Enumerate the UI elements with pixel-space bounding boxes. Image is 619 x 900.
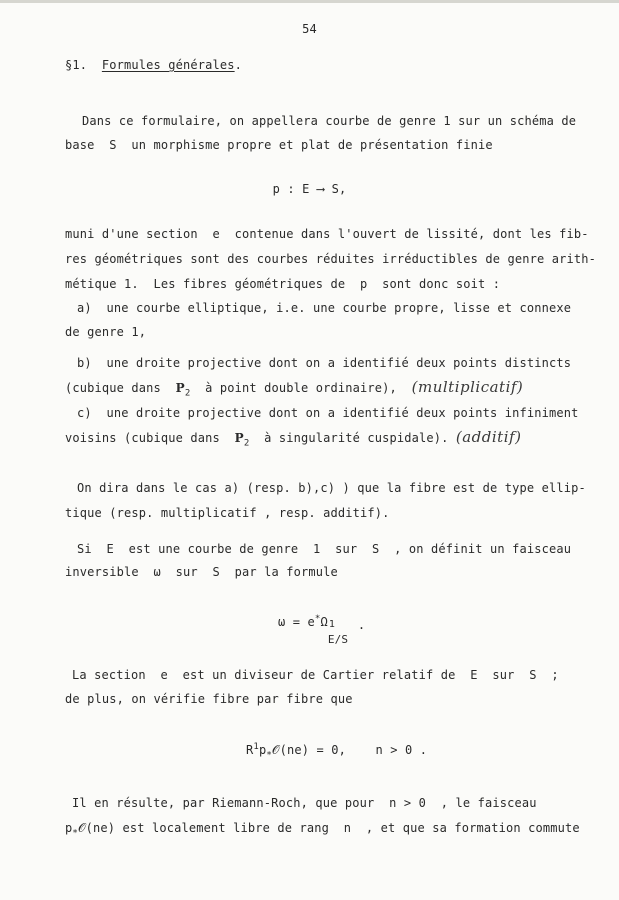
pullback-star: * bbox=[314, 614, 321, 624]
pushforward-star: * bbox=[72, 828, 78, 839]
item-b-line-2 bbox=[65, 378, 524, 399]
map-p: p bbox=[65, 821, 73, 835]
paragraph-2-line-1: muni d'une section e contenue dans l'ouvert de lissité, dont les fib- bbox=[65, 227, 589, 241]
equation-morphism: p : E ⟶ S, bbox=[272, 182, 347, 196]
omega-symbol: Ω bbox=[320, 615, 328, 629]
item-a-line-1: a) une courbe elliptique, i.e. une courbe propre, lisse et connexe bbox=[77, 301, 572, 315]
item-c-line-2-end: à singularité cuspidale). bbox=[249, 431, 449, 445]
paragraph-4-line-1: Si E est une courbe de genre 1 sur S , on définit un faisceau bbox=[77, 542, 572, 556]
projective-plane-subscript: 2 bbox=[184, 388, 191, 399]
item-c-line-2 bbox=[65, 428, 522, 449]
section-heading bbox=[65, 57, 242, 73]
page-top-edge bbox=[0, 0, 619, 3]
paragraph-2-line-2: res géométriques sont des courbes réduites irréductibles de genre arith- bbox=[65, 252, 596, 266]
derived-functor-degree: 1 bbox=[253, 742, 259, 752]
section-title: Formules générales bbox=[101, 58, 235, 72]
paragraph-6-line-2 bbox=[65, 820, 580, 839]
map-p: p bbox=[258, 743, 267, 757]
projective-plane-symbol: P bbox=[234, 431, 244, 445]
equation-omega-end: . bbox=[357, 618, 366, 632]
paragraph-5-line-1: La section e est un diviseur de Cartier relatif de E sur S ; bbox=[72, 668, 559, 682]
section-number: §1. bbox=[65, 58, 88, 72]
item-b-line-2-end: à point double ordinaire), bbox=[190, 381, 397, 395]
item-b-line-1: b) une droite projective dont on a identifié deux points distincts bbox=[77, 356, 572, 370]
handwritten-note-additif: (additif) bbox=[455, 428, 522, 446]
paragraph-1-line-2: base S un morphisme propre et plat de présentation finie bbox=[65, 138, 493, 152]
item-c-line-1: c) une droite projective dont on a identifié deux points infiniment bbox=[77, 406, 579, 420]
omega-superscript: 1 bbox=[328, 619, 335, 630]
pushforward-star: * bbox=[266, 750, 272, 761]
equation-vanishing bbox=[246, 742, 428, 761]
omega-lhs: ω = e bbox=[278, 615, 315, 629]
item-a-line-2: de genre 1, bbox=[65, 325, 147, 339]
equation-vanishing-rest: 𝒪(ne) = 0, n > 0 . bbox=[271, 743, 428, 757]
paragraph-6-line-1: Il en résulte, par Riemann-Roch, que pour n > 0 , le faisceau bbox=[72, 796, 537, 810]
omega-subscript: E/S bbox=[327, 633, 349, 646]
paragraph-3-line-1: On dira dans le cas a) (resp. b),c) ) que la fibre est de type ellip- bbox=[77, 481, 586, 495]
item-c-line-2-start: voisins (cubique dans bbox=[65, 431, 235, 445]
projective-plane-symbol: P bbox=[175, 381, 185, 395]
page-number: 54 bbox=[302, 22, 317, 36]
equation-omega bbox=[278, 614, 366, 646]
paragraph-5-line-2: de plus, on vérifie fibre par fibre que bbox=[65, 692, 353, 706]
item-b-line-2-start: (cubique dans bbox=[65, 381, 176, 395]
section-title-end: . bbox=[234, 58, 242, 72]
paragraph-4-line-2: inversible ω sur S par la formule bbox=[65, 565, 338, 579]
handwritten-note-multiplicatif: (multiplicatif) bbox=[411, 378, 524, 396]
paragraph-1-line-1: Dans ce formulaire, on appellera courbe de genre 1 sur un schéma de bbox=[82, 114, 577, 128]
paragraph-3-line-2: tique (resp. multiplicatif , resp. additif). bbox=[65, 506, 390, 520]
derived-functor-R: R bbox=[246, 743, 254, 757]
paragraph-2-line-3: métique 1. Les fibres géométriques de p sont donc soit : bbox=[65, 277, 501, 291]
projective-plane-subscript: 2 bbox=[243, 438, 250, 449]
paragraph-6-line-2-rest: 𝒪(ne) est localement libre de rang n , et que sa formation commute bbox=[77, 821, 580, 835]
